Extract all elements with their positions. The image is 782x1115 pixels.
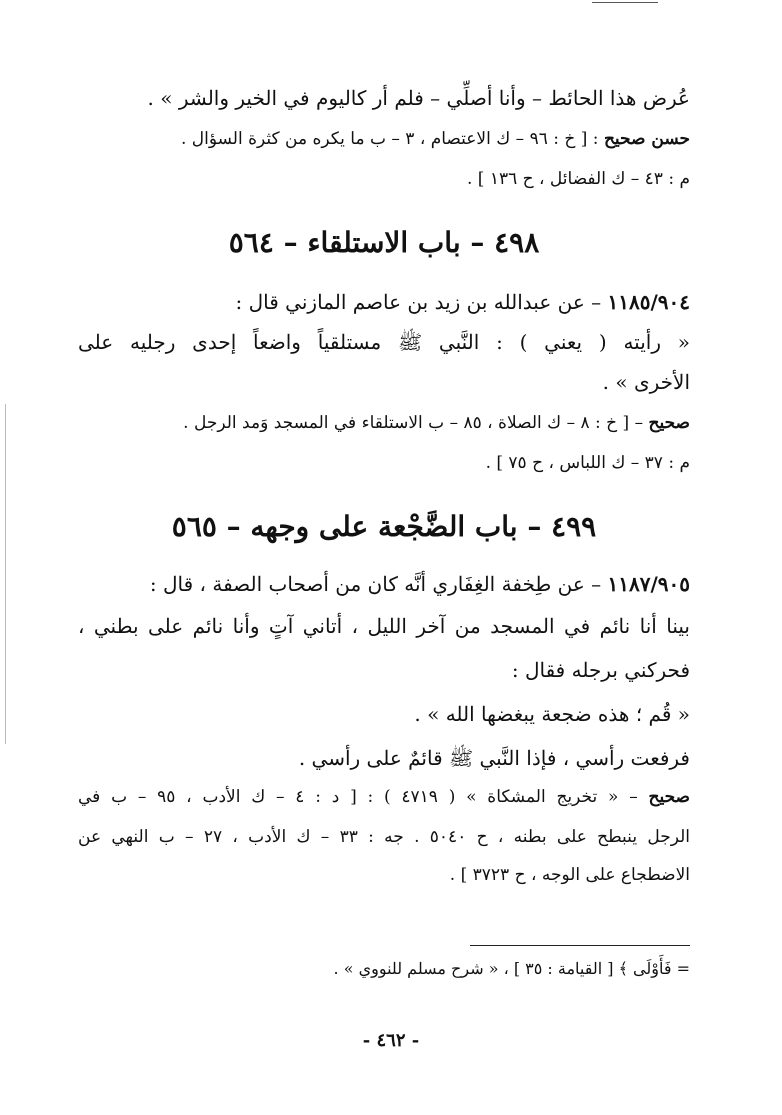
hadith-isnad: – عن عبدالله بن زيد بن عاصم المازني قال : bbox=[235, 290, 608, 314]
takhrij-text: – [ خ : ٨ – ك الصلاة ، ٨٥ – ب الاستلقاء في المسجد وَمد الرجل . bbox=[183, 413, 649, 433]
top-rule bbox=[592, 2, 658, 3]
hadith-intro bbox=[78, 571, 690, 597]
footnote-rule bbox=[470, 945, 690, 946]
takhrij-line: الاضطجاع على الوجه ، ح ٣٧٢٣ ] . bbox=[449, 865, 690, 885]
takhrij-line bbox=[78, 785, 690, 809]
hadith-grade: صحيح bbox=[648, 787, 690, 807]
hadith-number: ١١٨٥/٩٠٤ bbox=[607, 290, 690, 314]
hadith-grade: حسن صحيح bbox=[603, 129, 690, 149]
page-body bbox=[78, 85, 690, 887]
takhrij-text: : [ خ : ٩٦ – ك الاعتصام ، ٣ – ب ما يكره من كثرة السؤال . bbox=[180, 129, 604, 149]
takhrij-line: الرجل ينبطح على بطنه ، ح ٥٠٤٠ . جه : ٣٣ – ك الأدب ، ٢٧ – ب النهي عن bbox=[78, 827, 691, 847]
scan-edge-mark bbox=[5, 404, 6, 744]
hadith-text-line: فحركني برجله فقال : bbox=[511, 658, 690, 682]
takhrij-line bbox=[78, 127, 690, 151]
hadith-intro bbox=[78, 289, 690, 315]
hadith-isnad: – عن طِخفة الغِفَاري أنَّه كان من أصحاب الصفة ، قال : bbox=[149, 572, 608, 596]
hadith-text-line: بينا أنا نائم في المسجد من آخر الليل ، أتاني آتٍ وأنا نائم على بطني ، bbox=[78, 614, 690, 638]
hadith-grade: صحيح bbox=[648, 413, 690, 433]
page-number: - ٤٦٢ - bbox=[362, 1030, 420, 1051]
hadith-text-line: « رأيته ( يعني ) : النَّبي ﷺ مستلقياً واضعاً إحدى رجليه على bbox=[78, 330, 690, 354]
text-line: عُرض هذا الحائط – وأنا أصلِّي – فلم أر كاليوم في الخير والشر » . bbox=[147, 86, 690, 110]
hadith-text-line: فرفعت رأسي ، فإذا النَّبي ﷺ قائمٌ على رأسي . bbox=[298, 746, 690, 770]
takhrij-line bbox=[78, 411, 690, 435]
chapter-heading: ٤٩٩ – باب الضَّجْعة على وجهه – ٥٦٥ bbox=[171, 510, 597, 543]
chapter-heading: ٤٩٨ – باب الاستلقاء – ٥٦٤ bbox=[228, 226, 540, 259]
takhrij-line: م : ٤٣ – ك الفضائل ، ح ١٣٦ ] . bbox=[466, 169, 690, 189]
takhrij-line: م : ٣٧ – ك اللباس ، ح ٧٥ ] . bbox=[485, 453, 690, 473]
hadith-text-line: « قُم ؛ هذه ضجعة يبغضها الله » . bbox=[414, 702, 690, 726]
hadith-number: ١١٨٧/٩٠٥ bbox=[607, 572, 690, 596]
hadith-text-line: الأخرى » . bbox=[602, 370, 690, 394]
footnote: = فَأَوْلَى ﴾ [ القيامة : ٣٥ ] ، « شرح مسلم للنووي » . bbox=[333, 959, 690, 978]
takhrij-text: – « تخريج المشكاة » ( ٤٧١٩ ) : [ د : ٤ – ك الأدب ، ٩٥ – ب في bbox=[78, 787, 649, 807]
